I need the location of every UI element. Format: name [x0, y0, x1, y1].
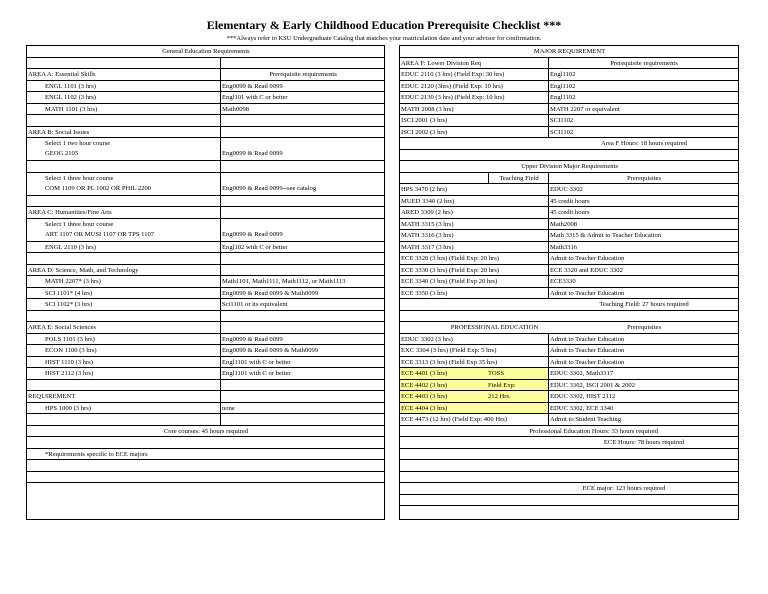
- table-row: ECE 3313 (3 hrs) (Field Exp 35 hrs) Admit to Teacher Education: [400, 357, 738, 369]
- table-row: ECE 4404 (3 hrs) EDUC 3302, ECE 3340: [400, 403, 738, 415]
- table-row: Select 1 three hour course ART 1107 OR MUSI 1107 OR TPS 1107 Eng0099 & Read 0099: [27, 219, 384, 242]
- catalog-note: ***Always refer to KSU Undergraduate Catalog that matches your matriculation date and your advisor for confirmation.: [226, 35, 542, 42]
- table-row: HPS 3470 (2 hrs) EDUC 3302: [400, 184, 738, 196]
- table-row: ECE 3320 (3 hrs) (Field Exp: 20 hrs) Admit to Teacher Education: [400, 253, 738, 265]
- table-row: ARED 3309 (2 hrs) 45 credit hours: [400, 207, 738, 219]
- area-e-label: AREA E: Social Sciences: [27, 322, 221, 333]
- area-f-label: AREA F: Lower Division Req: [400, 58, 549, 69]
- table-row: ECE 4402 (3 hrs) Field Exp: EDUC 3302, ISCI 2001 & 2002: [400, 380, 738, 392]
- table-row: EDUC 2110 (3 hrs) (Field Exp: 30 hrs) Engl1102: [400, 69, 738, 81]
- table-row: MATH 3315 (3 hrs) Math2008: [400, 219, 738, 231]
- major-requirements-table: MAJOR REQUIREMENT AREA F: Lower Division Req Prerequisite requirements EDUC 2110 (3 hrs) (Field Exp: 30 hrs) Engl1102 EDUC 2120 (3hrs) (Field Exp: 10 hrs) Engl1102 EDUC 2130 (3 hrs) (Field Exp: 10 hrs) Engl1102 MATH 2008 (3 hrs) MATH 2207 or equivalent ISCI 2001 (3 hrs) SCI1102 ISCI 2002 (3 hrs) SCI1102 Area F Hours: 18 hours required Upper Division Major Requirements Teaching Field Prerequisites HPS 3470 (2 hrs) EDUC 3302 MUED 3340 (2 hrs) 45 credit hours ARED 3309 (2 hrs) 45 credit hours MATH 3315 (3 hrs) Math2008 MATH 3316 (3 hrs) Math 3315 & Admit to Teacher Education MATH 3317 (3 hrs) Math3316 ECE 3320 (3 hrs) (Field Exp: 20 hrs) Admit to Teacher Education ECE 3330 (3 hrs) (Field Exp: 20 hrs) ECE 3320 and EDUC 3302 ECE 3340 (3 hrs) (Field Exp 20 hrs) ECE3330 ECE 3350 (3 hrs) Admit to Teacher Education Teaching Field: 27 hours required PROFESSIONAL EDUCATION Prerequisites EDUC 3302 (3 hrs) Admit to Teacher Education EXC 3304 (3 hrs) (Field Exp: 5 hrs) Admit to Teacher Education ECE 3313 (3 hrs) (Field Exp 35 hrs) Admit to Teacher Education ECE 4401 (3 hrs) TOSS EDUC 3302, Math3317 ECE 4402 (3 hrs) Field Exp: EDUC 3302, ISCI 2001 & 2002 ECE 4403 (3 hrs) 212 Hrs. EDUC 3302, HIST 2112 ECE 4404 (3 hrs) EDUC 3302, ECE 3340 ECE 4473 (12 hrs) (Field Exp: 400 Hrs) Admit to Student Teaching Professional Education Hours: 33 hours required ECE Hours: 78 hours required ECE major: 123 hours required: [399, 45, 739, 520]
- teaching-field-total: Teaching Field: 27 hours required: [599, 301, 689, 308]
- table-row: HPS 1000 (3 hrs) none: [27, 403, 384, 415]
- core-total: Core courses: 45 hours required: [163, 427, 249, 435]
- table-row: ENGL 1102 (3 hrs) Engl101 with C or better: [27, 92, 384, 104]
- major-header: MAJOR REQUIREMENT: [533, 48, 606, 55]
- professional-education-label: PROFESSIONAL EDUCATION: [450, 324, 539, 331]
- footnote: *Requirements specific to ECE majors: [45, 450, 148, 458]
- table-row: ISCI 2001 (3 hrs) SCI1102: [400, 115, 738, 127]
- area-a-label: AREA A: Essential Skills: [27, 69, 221, 80]
- table-row: POLS 1101 (3 hrs) Eng0099 & Read 0099: [27, 334, 384, 346]
- table-row: EDUC 3302 (3 hrs) Admit to Teacher Education: [400, 334, 738, 346]
- table-row: ECON 1100 (3 hrs) Eng0099 & Read 0099 & Math0099: [27, 345, 384, 357]
- prereq-header: Prerequisite requirements: [269, 71, 337, 78]
- table-row: ECE 4401 (3 hrs) TOSS EDUC 3302, Math3317: [400, 368, 738, 380]
- table-row: MATH 1101 (3 hrs) Math0098: [27, 104, 384, 116]
- table-row: MATH 2008 (3 hrs) MATH 2207 or equivalent: [400, 104, 738, 116]
- table-row: ENGL 1101 (3 hrs) Eng0099 & Read 0099: [27, 81, 384, 93]
- page-title: Elementary & Early Childhood Education Prerequisite Checklist ***: [206, 18, 562, 32]
- table-row: ECE 4473 (12 hrs) (Field Exp: 400 Hrs) Admit to Student Teaching: [400, 414, 738, 426]
- major-total: ECE major: 123 hours required: [582, 485, 666, 492]
- table-row: EDUC 2130 (3 hrs) (Field Exp: 10 hrs) Engl1102: [400, 92, 738, 104]
- table-row: MATH 2207* (3 hrs) Math1101, Math1111, Math1112, or Math1113: [27, 276, 384, 288]
- table-row: ISCI 2002 (3 hrs) SCI1102: [400, 127, 738, 139]
- requirement-label: REQUIREMENT: [27, 391, 221, 402]
- area-c-label: AREA C: Humanities/Fine Arts: [27, 207, 221, 218]
- table-row: MUED 3340 (2 hrs) 45 credit hours: [400, 196, 738, 208]
- general-education-table: [26, 45, 385, 520]
- table-row: MATH 3316 (3 hrs) Math 3315 & Admit to Teacher Education: [400, 230, 738, 242]
- table-row: MATH 3317 (3 hrs) Math3316: [400, 242, 738, 254]
- table-row: HIST 2112 (3 hrs) Engl1101 with C or better: [27, 368, 384, 380]
- table-row: EXC 3304 (3 hrs) (Field Exp: 5 hrs) Admit to Teacher Education: [400, 345, 738, 357]
- ece-total: ECE Hours: 78 hours required: [603, 439, 685, 446]
- area-f-total: Area F Hours: 18 hours required: [601, 140, 687, 147]
- table-row: Select 1 two hour course GEOG 2105 Eng0099 & Read 0099: [27, 138, 384, 161]
- area-b-label: AREA B: Social Issues: [27, 127, 221, 138]
- gen-ed-header: General Education Requirements: [162, 48, 250, 55]
- table-row: HIST 1110 (3 hrs) Engl1101 with C or better: [27, 357, 384, 369]
- table-row: ECE 3330 (3 hrs) (Field Exp: 20 hrs) ECE 3320 and EDUC 3302: [400, 265, 738, 277]
- table-row: EDUC 2120 (3hrs) (Field Exp: 10 hrs) Engl1102: [400, 81, 738, 93]
- table-row: ECE 3350 (3 hrs) Admit to Teacher Education: [400, 288, 738, 300]
- upper-division-label: Upper Division Major Requirements: [521, 163, 618, 170]
- professional-total: Professional Education Hours: 33 hours required: [529, 427, 658, 435]
- area-d-label: AREA D: Science, Math, and Technology: [27, 265, 221, 276]
- teaching-field-header: Teaching Field: [488, 173, 549, 184]
- table-row: SCI 1101* (4 hrs) Eng0099 & Read 0099 & Math0099: [27, 288, 384, 300]
- table-row: SCI 1102* (3 hrs) Sci1101 or its equivalent: [27, 299, 384, 311]
- table-row: Select 1 three hour course COM 1109 OR PL 1002 OR PHIL 2200 Eng0099 & Read 0099--see catalog: [27, 173, 384, 196]
- table-row: ECE 4403 (3 hrs) 212 Hrs. EDUC 3302, HIST 2112: [400, 391, 738, 403]
- table-row: ENGL 2110 (3 hrs) Engl102 with C or better: [27, 242, 384, 254]
- table-row: ECE 3340 (3 hrs) (Field Exp 20 hrs) ECE3330: [400, 276, 738, 288]
